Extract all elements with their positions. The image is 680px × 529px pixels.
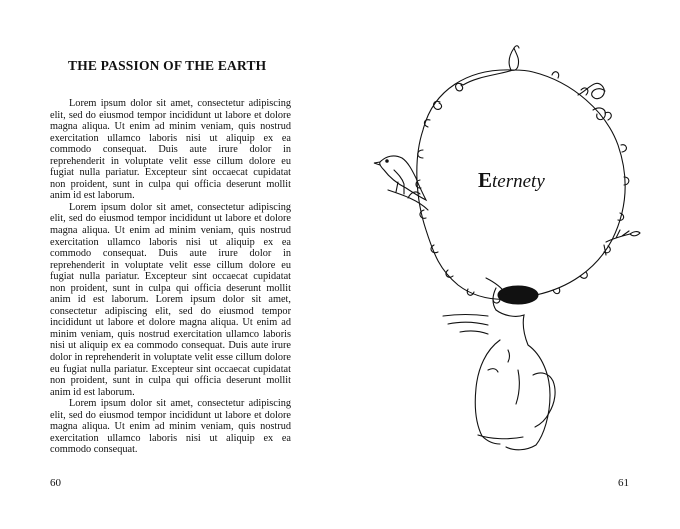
paragraph: Lorem ipsum dolor sit amet, consectetur adipiscing elit, sed do eiusmod tempor incididunt ut labore et dolore magna aliqua. Ut enim ad minim veniam, quis nostrud exercitation ullamco laboris nisi ut aliquip ex ea commodo consequat. Duis aute irure dolor in reprehenderit in voluptate velit esse cillum dolore eu fugiat nulla pariatur. Excepteur sint occaecat cupidatat non proident, sunt in culpa qui officia deserunt mollit anim id est laborum. Lorem ipsum dolor sit amet, consectetur adipiscing elit, sed do eiusmod tempor incididunt ut labore et dolore magna aliqua. Ut enim ad minim veniam, quis nostrud exercitation ullamco laboris nisi ut aliquip ex ea commodo consequat. Duis aute irure dolor in reprehenderit in voluptate velit esse cillum dolore eu fugiat nulla pariatur. Excepteur sint occaecat cupidatat non proident, sunt in culpa qui officia deserunt mollit anim id est laborum.	[50, 201, 291, 398]
title-rest: ternety	[492, 171, 545, 192]
cat-icon	[443, 288, 555, 450]
right-page	[340, 0, 680, 529]
page-number-right: 61	[618, 477, 629, 489]
illustration	[368, 40, 648, 460]
bird-icon	[374, 156, 428, 210]
hat-icon	[486, 278, 538, 304]
paragraph: Lorem ipsum dolor sit amet, consectetur adipiscing elit, sed do eiusmod tempor incididunt ut labore et dolore magna aliqua. Ut enim ad minim veniam, quis nostrud exercitation ullamco laboris nisi ut aliquip ex ea commodo consequat.	[50, 398, 291, 456]
body-text	[50, 98, 291, 456]
chapter-title: THE PASSION OF THE EARTH	[68, 58, 267, 73]
page-number-left: 60	[50, 477, 61, 489]
title-initial: E	[478, 168, 493, 192]
paragraph: Lorem ipsum dolor sit amet, consectetur adipiscing elit, sed do eiusmod tempor incididunt ut labore et dolore magna aliqua. Ut enim ad minim veniam, quis nostrud exercitation ullamco laboris nisi ut aliquip ex ea commodo consequat. Duis aute irure dolor in reprehenderit in voluptate velit esse cillum dolore eu fugiat nulla pariatur. Excepteur sint occaecat cupidatat non proident, sunt in culpa qui officia deserunt mollit anim id est laborum.	[50, 98, 291, 202]
illustration-title	[478, 168, 545, 193]
